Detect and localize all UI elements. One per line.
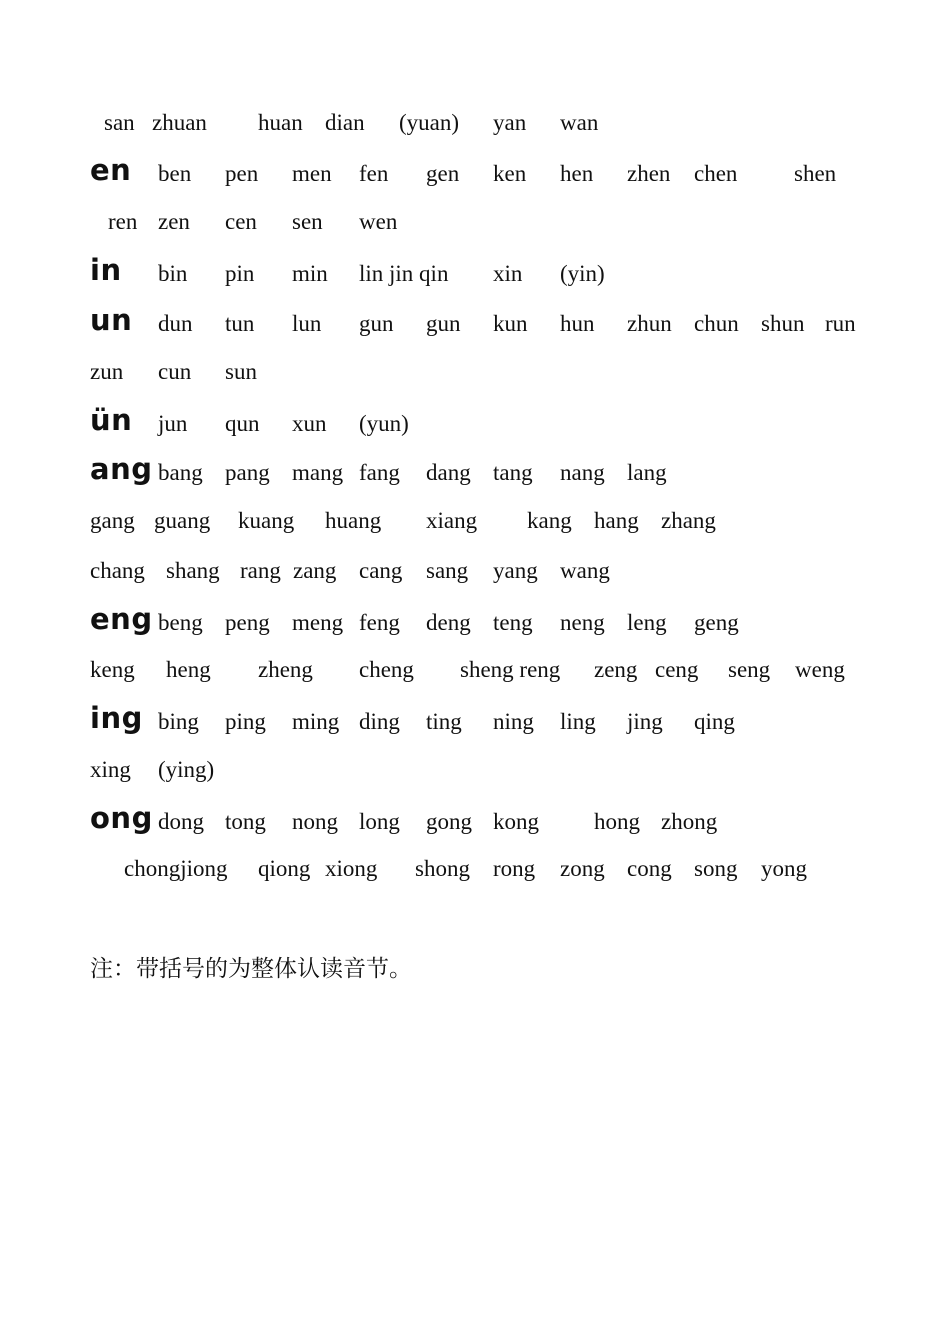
- syllable: ding: [359, 709, 400, 734]
- syllable: heng: [166, 657, 211, 682]
- footnote: 注：带括号的为整体认读音节。: [90, 956, 412, 982]
- pinyin-row: [0, 106, 950, 146]
- syllable: min: [292, 261, 328, 286]
- syllable: xin: [493, 261, 523, 286]
- syllable: tang: [493, 460, 533, 485]
- pinyin-row: [0, 602, 950, 646]
- syllable: yang: [493, 558, 538, 583]
- syllable: zheng: [258, 657, 313, 682]
- syllable: hong: [594, 809, 640, 834]
- syllable: gun: [426, 311, 461, 336]
- syllable: ken: [493, 161, 527, 186]
- syllable: pin: [225, 261, 255, 286]
- syllable: ren: [108, 209, 138, 234]
- syllable: (ying): [158, 757, 215, 782]
- pinyin-row: [0, 504, 950, 544]
- syllable: nong: [292, 809, 338, 834]
- pinyin-row: [0, 701, 950, 745]
- pinyin-row: [0, 554, 950, 594]
- pinyin-row: [0, 153, 950, 197]
- syllable: weng: [795, 657, 845, 682]
- syllable: bing: [158, 709, 199, 734]
- syllable: gun: [359, 311, 394, 336]
- final-label: un: [90, 303, 133, 337]
- syllable: run: [825, 311, 856, 336]
- pinyin-row: [0, 303, 950, 347]
- syllable: dang: [426, 460, 471, 485]
- syllable: kang: [527, 508, 572, 533]
- syllable: sang: [426, 558, 469, 583]
- syllable: chun: [694, 311, 739, 336]
- final-label: ang: [90, 452, 153, 486]
- syllable: pang: [225, 460, 270, 485]
- syllable: (yin): [560, 261, 605, 286]
- syllable: kuang: [238, 508, 295, 533]
- syllable: yan: [493, 110, 527, 135]
- syllable: guang: [154, 508, 211, 533]
- syllable: zun: [90, 359, 124, 384]
- syllable: dong: [158, 809, 204, 834]
- syllable: (yun): [359, 411, 409, 436]
- pinyin-row: [0, 205, 950, 245]
- final-label: ing: [90, 701, 143, 735]
- syllable: feng: [359, 610, 400, 635]
- syllable: ting: [426, 709, 462, 734]
- syllable: cun: [158, 359, 192, 384]
- syllable: rong: [493, 856, 536, 881]
- syllable: sheng reng: [460, 657, 561, 682]
- syllable: sen: [292, 209, 323, 234]
- syllable: bang: [158, 460, 203, 485]
- syllable: zhen: [627, 161, 671, 186]
- syllable: teng: [493, 610, 533, 635]
- syllable: zeng: [594, 657, 638, 682]
- pinyin-row: [0, 653, 950, 693]
- syllable: long: [359, 809, 400, 834]
- syllable: cen: [225, 209, 257, 234]
- syllable: shen: [794, 161, 837, 186]
- syllable: dian: [325, 110, 365, 135]
- syllable: qiong: [258, 856, 311, 881]
- syllable: pen: [225, 161, 259, 186]
- syllable: ming: [292, 709, 340, 734]
- syllable: cong: [627, 856, 672, 881]
- syllable: huan: [258, 110, 303, 135]
- pinyin-row: [0, 355, 950, 395]
- syllable: jun: [158, 411, 188, 436]
- syllable: zong: [560, 856, 605, 881]
- syllable: men: [292, 161, 332, 186]
- syllable: seng: [728, 657, 771, 682]
- syllable: xun: [292, 411, 327, 436]
- syllable: keng: [90, 657, 135, 682]
- syllable: beng: [158, 610, 203, 635]
- syllable: gen: [426, 161, 460, 186]
- syllable: fang: [359, 460, 400, 485]
- syllable: lin jin qin: [359, 261, 449, 286]
- syllable: chang: [90, 558, 145, 583]
- syllable: zhuan: [152, 110, 207, 135]
- pinyin-row: [0, 753, 950, 793]
- syllable: shun: [761, 311, 805, 336]
- syllable: chen: [694, 161, 738, 186]
- syllable: ping: [225, 709, 266, 734]
- syllable: mang: [292, 460, 344, 485]
- syllable: wan: [560, 110, 599, 135]
- syllable: deng: [426, 610, 471, 635]
- syllable: kong: [493, 809, 539, 834]
- syllable: shong: [415, 856, 470, 881]
- syllable: zhun: [627, 311, 672, 336]
- syllable: ning: [493, 709, 534, 734]
- final-label: eng: [90, 602, 153, 636]
- syllable: lang: [627, 460, 667, 485]
- syllable: peng: [225, 610, 270, 635]
- syllable: dun: [158, 311, 193, 336]
- syllable: ceng: [655, 657, 699, 682]
- final-label: en: [90, 153, 132, 187]
- syllable: bin: [158, 261, 188, 286]
- syllable: shang: [166, 558, 220, 583]
- syllable: song: [694, 856, 738, 881]
- pinyin-row: [0, 403, 950, 447]
- syllable: geng: [694, 610, 739, 635]
- syllable: xiong: [325, 856, 378, 881]
- syllable: xing: [90, 757, 131, 782]
- syllable: zhang: [661, 508, 716, 533]
- syllable: rang: [240, 558, 281, 583]
- syllable: zhong: [661, 809, 718, 834]
- syllable: chongjiong: [124, 856, 228, 881]
- syllable: tun: [225, 311, 255, 336]
- syllable: leng: [627, 610, 667, 635]
- syllable: qun: [225, 411, 260, 436]
- syllable: ling: [560, 709, 596, 734]
- final-label: ün: [90, 403, 133, 437]
- pinyin-row: [0, 801, 950, 845]
- syllable: sun: [225, 359, 257, 384]
- syllable: fen: [359, 161, 389, 186]
- syllable: nang: [560, 460, 605, 485]
- syllable: kun: [493, 311, 528, 336]
- syllable: gang: [90, 508, 135, 533]
- pinyin-row: [0, 452, 950, 496]
- syllable: jing: [627, 709, 663, 734]
- syllable: qing: [694, 709, 735, 734]
- final-label: in: [90, 253, 122, 287]
- syllable: xiang: [426, 508, 478, 533]
- syllable: tong: [225, 809, 266, 834]
- syllable: ben: [158, 161, 192, 186]
- syllable: zen: [158, 209, 190, 234]
- syllable: yong: [761, 856, 807, 881]
- pinyin-row: [0, 253, 950, 297]
- syllable: neng: [560, 610, 605, 635]
- syllable: gong: [426, 809, 472, 834]
- syllable: meng: [292, 610, 344, 635]
- syllable: lun: [292, 311, 322, 336]
- final-label: ong: [90, 801, 153, 835]
- syllable: huang: [325, 508, 382, 533]
- syllable: hang: [594, 508, 639, 533]
- syllable: cheng: [359, 657, 414, 682]
- syllable: cang: [359, 558, 403, 583]
- syllable: hun: [560, 311, 595, 336]
- syllable: hen: [560, 161, 594, 186]
- syllable: wang: [560, 558, 610, 583]
- syllable: san: [104, 110, 135, 135]
- syllable: zang: [293, 558, 337, 583]
- pinyin-row: [0, 852, 950, 892]
- syllable: (yuan): [399, 110, 460, 135]
- syllable: wen: [359, 209, 398, 234]
